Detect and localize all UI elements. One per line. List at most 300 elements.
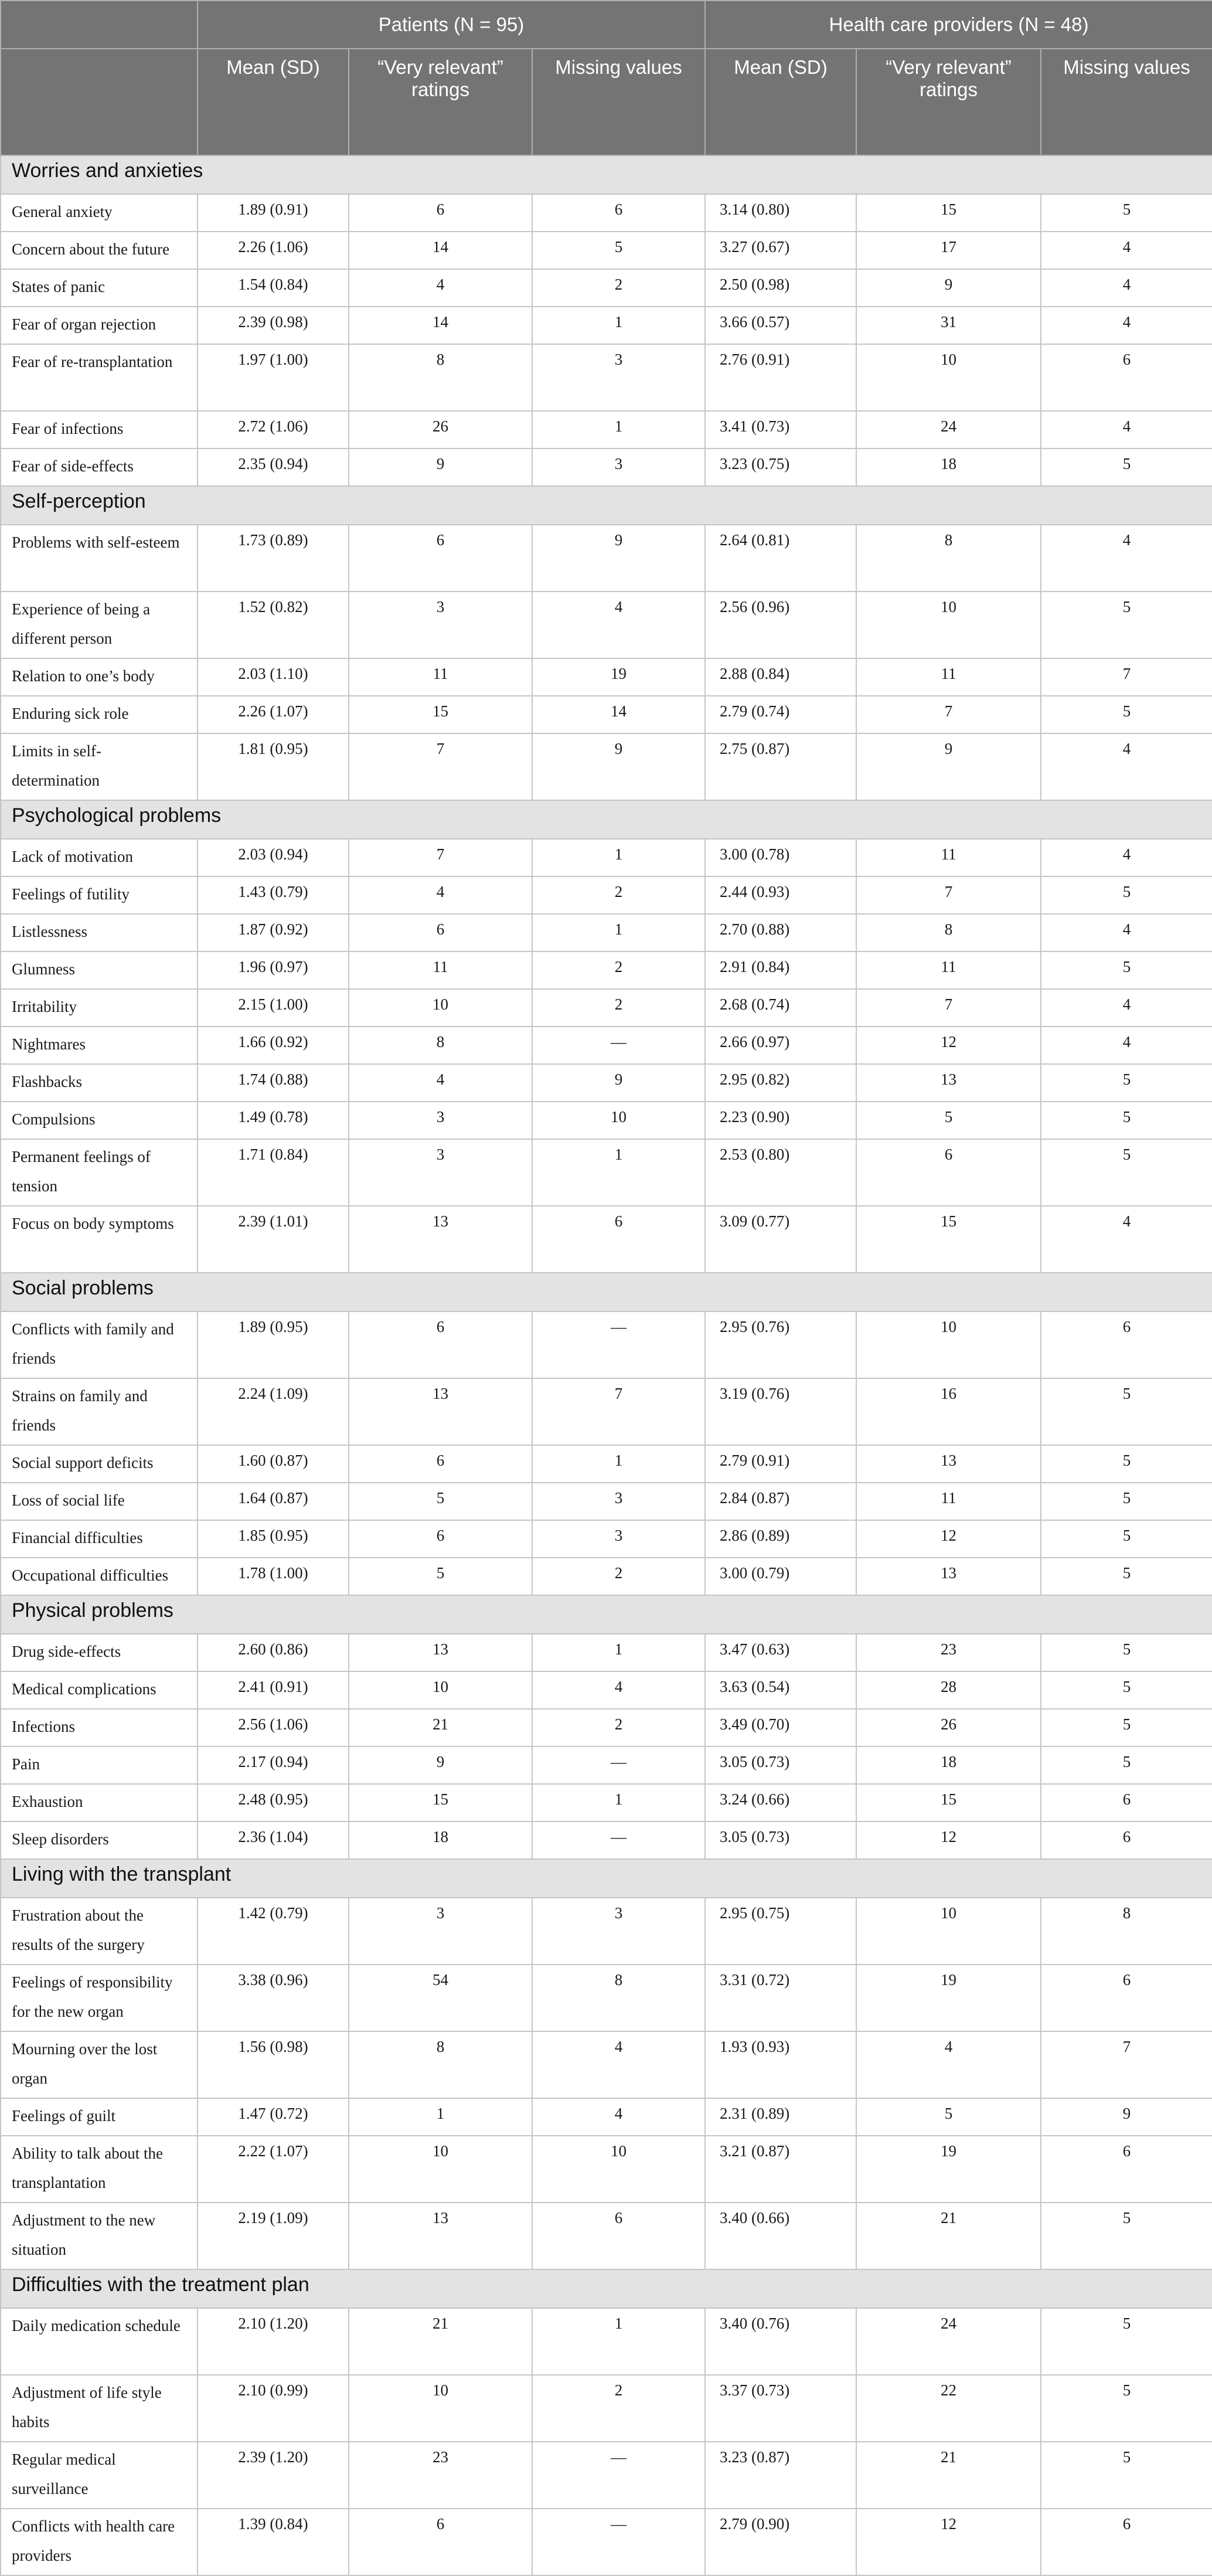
item-label: Frustration about the results of the surgery xyxy=(1,1898,198,1965)
providers-mean-cell: 3.24 (0.66) xyxy=(705,1784,856,1821)
providers-missing-cell: 5 xyxy=(1041,1671,1212,1709)
patients-missing-cell: 14 xyxy=(532,696,705,733)
table-row xyxy=(1,1027,1212,1064)
patients-missing-cell: 4 xyxy=(532,592,705,658)
table-row xyxy=(1,269,1212,307)
patients-very-relevant-cell: 13 xyxy=(349,2203,532,2269)
patients-missing-cell: 1 xyxy=(532,1634,705,1671)
providers-missing-cell: 6 xyxy=(1041,1311,1212,1378)
item-label: Loss of social life xyxy=(1,1483,198,1520)
providers-very-relevant-cell: 17 xyxy=(856,232,1041,269)
patients-missing-header: Missing values xyxy=(532,49,705,155)
table-row xyxy=(1,1311,1212,1378)
providers-very-relevant-cell: 8 xyxy=(856,525,1041,592)
providers-missing-cell: 5 xyxy=(1041,1520,1212,1558)
providers-mean-cell: 2.76 (0.91) xyxy=(705,344,856,411)
providers-very-relevant-cell: 26 xyxy=(856,1709,1041,1746)
item-label: Flashbacks xyxy=(1,1064,198,1102)
providers-missing-cell: 4 xyxy=(1041,1206,1212,1273)
patients-very-relevant-cell: 14 xyxy=(349,232,532,269)
item-label: Nightmares xyxy=(1,1027,198,1064)
patients-missing-cell: 1 xyxy=(532,2308,705,2375)
providers-mean-cell: 3.47 (0.63) xyxy=(705,1634,856,1671)
patients-very-relevant-cell: 4 xyxy=(349,1064,532,1102)
item-label: Irritability xyxy=(1,989,198,1027)
providers-missing-cell: 6 xyxy=(1041,1784,1212,1821)
table-row xyxy=(1,1378,1212,1445)
patients-mean-cell: 2.10 (1.20) xyxy=(198,2308,349,2375)
patients-very-relevant-cell: 26 xyxy=(349,411,532,448)
section-title: Difficulties with the treatment plan xyxy=(1,2269,1212,2308)
table-row xyxy=(1,1634,1212,1671)
providers-very-relevant-cell: 13 xyxy=(856,1558,1041,1595)
providers-mean-header: Mean (SD) xyxy=(705,49,856,155)
patients-mean-cell: 1.60 (0.87) xyxy=(198,1445,349,1483)
patients-group-header: Patients (N = 95) xyxy=(198,1,705,49)
patients-missing-cell: 7 xyxy=(532,1378,705,1445)
item-label: Mourning over the lost organ xyxy=(1,2031,198,2098)
providers-mean-cell: 3.27 (0.67) xyxy=(705,232,856,269)
providers-missing-cell: 5 xyxy=(1041,1558,1212,1595)
providers-missing-cell: 5 xyxy=(1041,1064,1212,1102)
table-row xyxy=(1,2442,1212,2509)
providers-missing-cell: 5 xyxy=(1041,1634,1212,1671)
providers-mean-cell: 2.64 (0.81) xyxy=(705,525,856,592)
providers-very-relevant-cell: 7 xyxy=(856,696,1041,733)
patients-missing-cell: 1 xyxy=(532,1139,705,1206)
providers-mean-cell: 3.23 (0.87) xyxy=(705,2442,856,2509)
patients-very-relevant-cell: 9 xyxy=(349,448,532,486)
table-row xyxy=(1,658,1212,696)
patients-very-relevant-cell: 8 xyxy=(349,2031,532,2098)
patients-missing-cell: 9 xyxy=(532,525,705,592)
patients-missing-cell: 2 xyxy=(532,269,705,307)
item-label: Social support deficits xyxy=(1,1445,198,1483)
item-label: Concern about the future xyxy=(1,232,198,269)
providers-very-relevant-cell: 10 xyxy=(856,592,1041,658)
table-row xyxy=(1,2509,1212,2575)
providers-mean-cell: 2.23 (0.90) xyxy=(705,1102,856,1139)
table-row xyxy=(1,194,1212,232)
patients-mean-cell: 2.10 (0.99) xyxy=(198,2375,349,2442)
patients-missing-cell: 1 xyxy=(532,914,705,951)
patients-mean-cell: 1.89 (0.91) xyxy=(198,194,349,232)
providers-very-relevant-cell: 13 xyxy=(856,1445,1041,1483)
providers-missing-cell: 6 xyxy=(1041,1821,1212,1859)
providers-very-relevant-cell: 24 xyxy=(856,411,1041,448)
providers-mean-cell: 3.37 (0.73) xyxy=(705,2375,856,2442)
providers-very-relevant-cell: 5 xyxy=(856,2098,1041,2136)
table-row xyxy=(1,2375,1212,2442)
providers-missing-cell: 5 xyxy=(1041,448,1212,486)
item-label: States of panic xyxy=(1,269,198,307)
patients-very-relevant-cell: 7 xyxy=(349,733,532,800)
item-label: Compulsions xyxy=(1,1102,198,1139)
providers-mean-cell: 2.79 (0.90) xyxy=(705,2509,856,2575)
providers-mean-cell: 3.09 (0.77) xyxy=(705,1206,856,1273)
patients-very-relevant-cell: 10 xyxy=(349,2136,532,2203)
providers-missing-cell: 4 xyxy=(1041,269,1212,307)
providers-mean-cell: 3.23 (0.75) xyxy=(705,448,856,486)
providers-very-relevant-cell: 16 xyxy=(856,1378,1041,1445)
section-title: Living with the transplant xyxy=(1,1859,1212,1898)
providers-very-relevant-cell: 15 xyxy=(856,1206,1041,1273)
providers-very-relevant-cell: 15 xyxy=(856,194,1041,232)
providers-very-relevant-cell: 15 xyxy=(856,1784,1041,1821)
providers-very-relevant-cell: 5 xyxy=(856,1102,1041,1139)
patients-mean-cell: 1.49 (0.78) xyxy=(198,1102,349,1139)
table-row xyxy=(1,1746,1212,1784)
patients-very-relevant-cell: 4 xyxy=(349,269,532,307)
providers-mean-cell: 2.70 (0.88) xyxy=(705,914,856,951)
providers-very-relevant-cell: 9 xyxy=(856,269,1041,307)
patients-missing-cell: 5 xyxy=(532,232,705,269)
table-row xyxy=(1,411,1212,448)
providers-mean-cell: 2.44 (0.93) xyxy=(705,876,856,914)
providers-missing-cell: 4 xyxy=(1041,525,1212,592)
patients-mean-cell: 1.66 (0.92) xyxy=(198,1027,349,1064)
providers-mean-cell: 2.68 (0.74) xyxy=(705,989,856,1027)
patients-mean-cell: 2.56 (1.06) xyxy=(198,1709,349,1746)
providers-missing-cell: 4 xyxy=(1041,914,1212,951)
providers-missing-cell: 7 xyxy=(1041,2031,1212,2098)
patients-mean-cell: 1.87 (0.92) xyxy=(198,914,349,951)
providers-mean-cell: 3.40 (0.66) xyxy=(705,2203,856,2269)
item-label: Fear of infections xyxy=(1,411,198,448)
table-row xyxy=(1,696,1212,733)
patients-mean-cell: 2.35 (0.94) xyxy=(198,448,349,486)
providers-missing-cell: 4 xyxy=(1041,989,1212,1027)
item-label: Feelings of guilt xyxy=(1,2098,198,2136)
patients-missing-cell: 2 xyxy=(532,951,705,989)
patients-very-relevant-cell: 10 xyxy=(349,1671,532,1709)
providers-missing-cell: 5 xyxy=(1041,1709,1212,1746)
table-row xyxy=(1,951,1212,989)
providers-very-relevant-cell: 19 xyxy=(856,2136,1041,2203)
patients-missing-cell: 6 xyxy=(532,1206,705,1273)
table-row xyxy=(1,1102,1212,1139)
table-row xyxy=(1,914,1212,951)
providers-very-relevant-cell: 22 xyxy=(856,2375,1041,2442)
providers-mean-cell: 1.93 (0.93) xyxy=(705,2031,856,2098)
providers-mean-cell: 2.95 (0.75) xyxy=(705,1898,856,1965)
providers-very-relevant-cell: 7 xyxy=(856,989,1041,1027)
patients-mean-cell: 2.39 (1.01) xyxy=(198,1206,349,1273)
patients-missing-cell: 6 xyxy=(532,2203,705,2269)
providers-mean-cell: 2.53 (0.80) xyxy=(705,1139,856,1206)
patients-missing-cell: 1 xyxy=(532,1445,705,1483)
patients-mean-cell: 2.03 (0.94) xyxy=(198,839,349,876)
section-header-row xyxy=(1,1595,1212,1634)
patients-very-relevant-cell: 23 xyxy=(349,2442,532,2509)
providers-very-relevant-cell: 18 xyxy=(856,448,1041,486)
table-row xyxy=(1,1064,1212,1102)
providers-very-relevant-cell: 19 xyxy=(856,1965,1041,2031)
patients-missing-cell: 10 xyxy=(532,1102,705,1139)
patients-missing-cell: 3 xyxy=(532,448,705,486)
providers-mean-cell: 2.50 (0.98) xyxy=(705,269,856,307)
table-row xyxy=(1,592,1212,658)
providers-very-relevant-cell: 12 xyxy=(856,1520,1041,1558)
providers-missing-cell: 6 xyxy=(1041,344,1212,411)
providers-missing-cell: 6 xyxy=(1041,2509,1212,2575)
providers-missing-cell: 4 xyxy=(1041,411,1212,448)
providers-very-relevant-cell: 10 xyxy=(856,1898,1041,1965)
patients-very-relevant-cell: 3 xyxy=(349,592,532,658)
providers-mean-cell: 3.05 (0.73) xyxy=(705,1821,856,1859)
providers-missing-cell: 5 xyxy=(1041,1483,1212,1520)
section-header-row xyxy=(1,1273,1212,1311)
group-header-row xyxy=(1,1,1212,49)
column-header-row xyxy=(1,49,1212,155)
providers-missing-cell: 4 xyxy=(1041,839,1212,876)
patients-mean-cell: 2.72 (1.06) xyxy=(198,411,349,448)
table-row xyxy=(1,839,1212,876)
providers-missing-cell: 4 xyxy=(1041,232,1212,269)
patients-mean-cell: 1.64 (0.87) xyxy=(198,1483,349,1520)
item-label: Listlessness xyxy=(1,914,198,951)
providers-missing-cell: 5 xyxy=(1041,194,1212,232)
item-label: Regular medical surveillance xyxy=(1,2442,198,2509)
patients-mean-cell: 2.39 (0.98) xyxy=(198,307,349,344)
patients-very-relevant-cell: 3 xyxy=(349,1102,532,1139)
patients-missing-cell: 9 xyxy=(532,733,705,800)
item-label: Limits in self-determination xyxy=(1,733,198,800)
item-label: Focus on body symptoms xyxy=(1,1206,198,1273)
section-header-row xyxy=(1,486,1212,525)
patients-mean-cell: 2.15 (1.00) xyxy=(198,989,349,1027)
patients-very-relevant-cell: 1 xyxy=(349,2098,532,2136)
patients-missing-cell: 2 xyxy=(532,1709,705,1746)
item-label: Strains on family and friends xyxy=(1,1378,198,1445)
patients-mean-cell: 2.26 (1.07) xyxy=(198,696,349,733)
section-title: Self-perception xyxy=(1,486,1212,525)
patients-mean-cell: 1.96 (0.97) xyxy=(198,951,349,989)
patients-very-relevant-cell: 13 xyxy=(349,1378,532,1445)
patients-missing-cell: 2 xyxy=(532,989,705,1027)
patients-very-relevant-cell: 7 xyxy=(349,839,532,876)
table-row xyxy=(1,344,1212,411)
providers-very-relevant-cell: 21 xyxy=(856,2442,1041,2509)
item-label: Conflicts with health care providers xyxy=(1,2509,198,2575)
patients-mean-cell: 2.17 (0.94) xyxy=(198,1746,349,1784)
patients-missing-cell: 4 xyxy=(532,2098,705,2136)
providers-missing-cell: 4 xyxy=(1041,733,1212,800)
providers-group-header: Health care providers (N = 48) xyxy=(705,1,1212,49)
patients-very-relevant-cell: 14 xyxy=(349,307,532,344)
providers-very-relevant-cell: 31 xyxy=(856,307,1041,344)
patients-missing-cell: 1 xyxy=(532,307,705,344)
item-label: Exhaustion xyxy=(1,1784,198,1821)
patients-mean-cell: 1.74 (0.88) xyxy=(198,1064,349,1102)
section-title: Psychological problems xyxy=(1,800,1212,839)
patients-very-relevant-cell: 15 xyxy=(349,1784,532,1821)
providers-missing-cell: 4 xyxy=(1041,1027,1212,1064)
table-row xyxy=(1,448,1212,486)
patients-mean-cell: 1.73 (0.89) xyxy=(198,525,349,592)
table-row xyxy=(1,989,1212,1027)
item-label: Ability to talk about the transplantation xyxy=(1,2136,198,2203)
providers-missing-cell: 4 xyxy=(1041,307,1212,344)
table-row xyxy=(1,232,1212,269)
table-row xyxy=(1,1520,1212,1558)
patients-very-relevant-cell: 21 xyxy=(349,1709,532,1746)
providers-very-relevant-cell: 11 xyxy=(856,839,1041,876)
section-title: Worries and anxieties xyxy=(1,155,1212,194)
table-row xyxy=(1,525,1212,592)
providers-missing-cell: 5 xyxy=(1041,2308,1212,2375)
patients-mean-cell: 2.19 (1.09) xyxy=(198,2203,349,2269)
table-row xyxy=(1,2098,1212,2136)
item-label: General anxiety xyxy=(1,194,198,232)
patients-missing-cell: 2 xyxy=(532,876,705,914)
providers-mean-cell: 3.05 (0.73) xyxy=(705,1746,856,1784)
providers-missing-cell: 5 xyxy=(1041,592,1212,658)
providers-mean-cell: 3.00 (0.78) xyxy=(705,839,856,876)
providers-mean-cell: 3.63 (0.54) xyxy=(705,1671,856,1709)
patients-missing-cell: 4 xyxy=(532,2031,705,2098)
item-label: Lack of motivation xyxy=(1,839,198,876)
providers-mean-cell: 2.31 (0.89) xyxy=(705,2098,856,2136)
providers-very-relevant-cell: 8 xyxy=(856,914,1041,951)
patients-very-relevant-cell: 11 xyxy=(349,951,532,989)
table-row xyxy=(1,1671,1212,1709)
item-label: Problems with self-esteem xyxy=(1,525,198,592)
patients-missing-cell: 1 xyxy=(532,839,705,876)
providers-mean-cell: 3.41 (0.73) xyxy=(705,411,856,448)
item-label: Feelings of responsibility for the new organ xyxy=(1,1965,198,2031)
providers-mean-cell: 2.79 (0.74) xyxy=(705,696,856,733)
patients-very-relevant-cell: 5 xyxy=(349,1483,532,1520)
patients-very-relevant-cell: 21 xyxy=(349,2308,532,2375)
item-label: Feelings of futility xyxy=(1,876,198,914)
providers-mean-cell: 3.40 (0.76) xyxy=(705,2308,856,2375)
providers-mean-cell: 2.84 (0.87) xyxy=(705,1483,856,1520)
providers-mean-cell: 3.19 (0.76) xyxy=(705,1378,856,1445)
item-label: Fear of re-transplantation xyxy=(1,344,198,411)
providers-very-relevant-cell: 18 xyxy=(856,1746,1041,1784)
patients-very-relevant-cell: 9 xyxy=(349,1746,532,1784)
table-row xyxy=(1,1206,1212,1273)
table-row xyxy=(1,2308,1212,2375)
section-header-row xyxy=(1,2269,1212,2308)
table-row xyxy=(1,2203,1212,2269)
providers-missing-cell: 5 xyxy=(1041,1746,1212,1784)
item-label: Infections xyxy=(1,1709,198,1746)
patients-mean-cell: 2.26 (1.06) xyxy=(198,232,349,269)
providers-mean-cell: 3.14 (0.80) xyxy=(705,194,856,232)
section-header-row xyxy=(1,155,1212,194)
providers-missing-cell: 5 xyxy=(1041,1445,1212,1483)
patients-mean-cell: 2.03 (1.10) xyxy=(198,658,349,696)
providers-mean-cell: 2.86 (0.89) xyxy=(705,1520,856,1558)
patients-mean-cell: 1.52 (0.82) xyxy=(198,592,349,658)
table-row xyxy=(1,1898,1212,1965)
section-header-row xyxy=(1,800,1212,839)
patients-missing-cell: — xyxy=(532,1821,705,1859)
item-label: Daily medication schedule xyxy=(1,2308,198,2375)
patients-mean-header: Mean (SD) xyxy=(198,49,349,155)
patients-missing-cell: 4 xyxy=(532,1671,705,1709)
providers-very-relevant-cell: 21 xyxy=(856,2203,1041,2269)
patients-mean-cell: 1.54 (0.84) xyxy=(198,269,349,307)
section-header-row xyxy=(1,1859,1212,1898)
patients-mean-cell: 1.39 (0.84) xyxy=(198,2509,349,2575)
table-row xyxy=(1,2031,1212,2098)
patients-mean-cell: 2.22 (1.07) xyxy=(198,2136,349,2203)
patients-missing-cell: — xyxy=(532,2509,705,2575)
providers-very-relevant-cell: 12 xyxy=(856,2509,1041,2575)
table-row xyxy=(1,1139,1212,1206)
item-label: Drug side-effects xyxy=(1,1634,198,1671)
patients-mean-cell: 1.89 (0.95) xyxy=(198,1311,349,1378)
patients-missing-cell: — xyxy=(532,1746,705,1784)
providers-mean-cell: 3.31 (0.72) xyxy=(705,1965,856,2031)
providers-mean-cell: 3.00 (0.79) xyxy=(705,1558,856,1595)
item-label: Relation to one’s body xyxy=(1,658,198,696)
table-row xyxy=(1,1821,1212,1859)
patients-missing-cell: 3 xyxy=(532,1520,705,1558)
patients-very-relevant-cell: 5 xyxy=(349,1558,532,1595)
providers-missing-cell: 5 xyxy=(1041,1102,1212,1139)
patients-missing-cell: — xyxy=(532,2442,705,2509)
item-label: Medical complications xyxy=(1,1671,198,1709)
patients-missing-cell: 1 xyxy=(532,411,705,448)
providers-missing-cell: 5 xyxy=(1041,2375,1212,2442)
item-label: Permanent feelings of tension xyxy=(1,1139,198,1206)
providers-missing-cell: 7 xyxy=(1041,658,1212,696)
providers-missing-cell: 5 xyxy=(1041,876,1212,914)
providers-missing-cell: 5 xyxy=(1041,1139,1212,1206)
patients-very-relevant-cell: 13 xyxy=(349,1634,532,1671)
providers-very-relevant-cell: 11 xyxy=(856,951,1041,989)
patients-very-relevant-cell: 8 xyxy=(349,1027,532,1064)
item-label: Conflicts with family and friends xyxy=(1,1311,198,1378)
providers-very-relevant-cell: 11 xyxy=(856,1483,1041,1520)
patients-mean-cell: 1.78 (1.00) xyxy=(198,1558,349,1595)
patients-very-relevant-cell: 6 xyxy=(349,525,532,592)
patients-very-relevant-cell: 15 xyxy=(349,696,532,733)
providers-mean-cell: 3.49 (0.70) xyxy=(705,1709,856,1746)
providers-mean-cell: 2.79 (0.91) xyxy=(705,1445,856,1483)
providers-very-relevant-cell: 23 xyxy=(856,1634,1041,1671)
item-label: Adjustment to the new situation xyxy=(1,2203,198,2269)
patients-missing-cell: 6 xyxy=(532,194,705,232)
table-row xyxy=(1,1445,1212,1483)
patients-missing-cell: 2 xyxy=(532,1558,705,1595)
patients-missing-cell: 10 xyxy=(532,2136,705,2203)
patients-very-relevant-cell: 18 xyxy=(349,1821,532,1859)
providers-mean-cell: 2.75 (0.87) xyxy=(705,733,856,800)
item-label: Financial difficulties xyxy=(1,1520,198,1558)
providers-very-relevant-cell: 9 xyxy=(856,733,1041,800)
providers-missing-cell: 5 xyxy=(1041,696,1212,733)
table-row xyxy=(1,1965,1212,2031)
patients-mean-cell: 1.42 (0.79) xyxy=(198,1898,349,1965)
patients-very-relevant-cell: 6 xyxy=(349,194,532,232)
item-label: Glumness xyxy=(1,951,198,989)
providers-mean-cell: 2.95 (0.76) xyxy=(705,1311,856,1378)
providers-very-relevant-cell: 12 xyxy=(856,1821,1041,1859)
patients-very-relevant-cell: 3 xyxy=(349,1139,532,1206)
patients-very-relevant-cell: 6 xyxy=(349,1520,532,1558)
item-label: Pain xyxy=(1,1746,198,1784)
item-label: Fear of side-effects xyxy=(1,448,198,486)
patients-mean-cell: 2.24 (1.09) xyxy=(198,1378,349,1445)
providers-very-relevant-cell: 4 xyxy=(856,2031,1041,2098)
table-body xyxy=(1,155,1212,2575)
patients-missing-cell: 1 xyxy=(532,1784,705,1821)
